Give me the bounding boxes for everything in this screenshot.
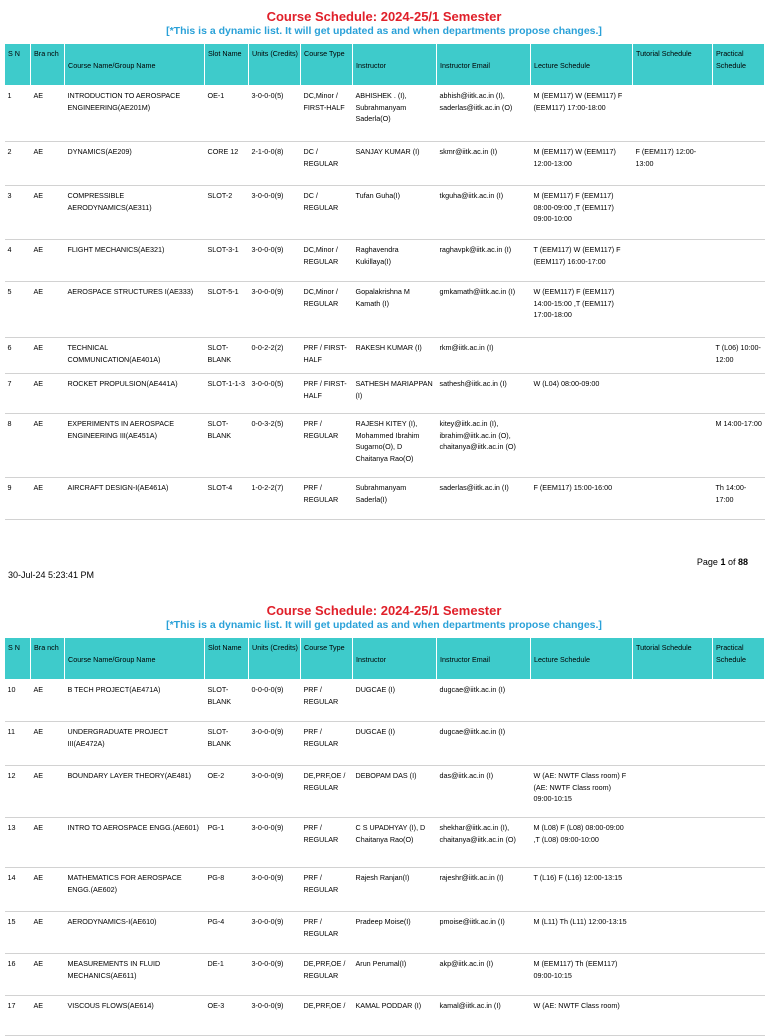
row-course-name: ROCKET PROPULSION(AE441A) [65, 374, 205, 414]
row-course-name: INTRO TO AEROSPACE ENGG.(AE601) [65, 818, 205, 868]
row-slot: SLOT-BLANK [205, 722, 249, 766]
row-instructor-email: abhish@iitk.ac.in (I), saderlas@iitk.ac.in (O) [437, 86, 531, 142]
table-row [5, 954, 765, 996]
row-slot: SLOT-BLANK [205, 414, 249, 478]
row-instructor-email: tkguha@iitk.ac.in (I) [437, 186, 531, 240]
row-tutorial-schedule [633, 86, 713, 142]
header-lecture: Lecture Schedule [531, 44, 633, 86]
row-instructor: Subrahmanyam Saderla(I) [353, 478, 437, 520]
row-tutorial-schedule [633, 282, 713, 338]
row-branch: AE [31, 478, 65, 520]
row-slot: SLOT-5-1 [205, 282, 249, 338]
row-units: 3-0-0-0(9) [249, 996, 301, 1036]
row-branch: AE [31, 680, 65, 722]
row-serial: 11 [5, 722, 31, 766]
row-instructor-email: gmkamath@iitk.ac.in (I) [437, 282, 531, 338]
row-instructor: C S UPADHYAY (I), D Chaitanya Rao(O) [353, 818, 437, 868]
row-tutorial-schedule [633, 374, 713, 414]
header-branch: Bra nch [31, 44, 65, 86]
row-serial: 15 [5, 912, 31, 954]
row-lecture-schedule: M (EEM117) W (EEM117) 12:00-13:00 [531, 142, 633, 186]
row-instructor: SATHESH MARIAPPAN (I) [353, 374, 437, 414]
row-practical-schedule [713, 818, 765, 868]
row-slot: OE-3 [205, 996, 249, 1036]
row-lecture-schedule: M (EEM117) F (EEM117) 08:00-09:00 ,T (EEM117) 09:00-10:00 [531, 186, 633, 240]
header-lecture: Lecture Schedule [531, 638, 633, 680]
row-instructor: SANJAY KUMAR (I) [353, 142, 437, 186]
header-email: Instructor Email [437, 44, 531, 86]
row-instructor: DUGCAE (I) [353, 722, 437, 766]
row-practical-schedule [713, 680, 765, 722]
row-instructor-email: skmr@iitk.ac.in (I) [437, 142, 531, 186]
page-title: Course Schedule: 2024-25/1 Semester [266, 9, 502, 24]
row-branch: AE [31, 282, 65, 338]
table-row [5, 818, 765, 868]
row-instructor-email: rajeshr@iitk.ac.in (I) [437, 868, 531, 912]
row-course-type: PRF / REGULAR [301, 414, 353, 478]
row-lecture-schedule: M (EEM117) Th (EEM117) 09:00-10:15 [531, 954, 633, 996]
row-instructor-email: pmoise@iitk.ac.in (I) [437, 912, 531, 954]
row-practical-schedule [713, 722, 765, 766]
row-instructor: Tufan Guha(I) [353, 186, 437, 240]
row-course-name: INTRODUCTION TO AEROSPACE ENGINEERING(AE201M) [65, 86, 205, 142]
row-serial: 16 [5, 954, 31, 996]
row-course-type: DC,Minor / REGULAR [301, 240, 353, 282]
row-units: 0-0-3-2(5) [249, 414, 301, 478]
row-tutorial-schedule [633, 414, 713, 478]
row-course-name: FLIGHT MECHANICS(AE321) [65, 240, 205, 282]
row-instructor-email: kitey@iitk.ac.in (I), ibrahim@iitk.ac.in (O), chaitanya@iitk.ac.in (O) [437, 414, 531, 478]
table-row [5, 722, 765, 766]
header-practical: Practical Schedule [713, 44, 765, 86]
row-branch: AE [31, 240, 65, 282]
row-instructor: ABHISHEK . (I), Subrahmanyam Saderla(O) [353, 86, 437, 142]
page-number: Page 1 of 88 [696, 557, 748, 567]
row-lecture-schedule: M (L11) Th (L11) 12:00-13:15 [531, 912, 633, 954]
row-tutorial-schedule [633, 954, 713, 996]
schedule-table [4, 43, 765, 520]
row-serial: 8 [5, 414, 31, 478]
row-units: 0-0-2-2(2) [249, 338, 301, 374]
row-course-name: AEROSPACE STRUCTURES I(AE333) [65, 282, 205, 338]
row-branch: AE [31, 374, 65, 414]
row-instructor-email: sathesh@iitk.ac.in (I) [437, 374, 531, 414]
row-units: 3-0-0-0(9) [249, 954, 301, 996]
row-slot: OE-2 [205, 766, 249, 818]
row-units: 3-0-0-0(5) [249, 86, 301, 142]
row-instructor-email: saderlas@iitk.ac.in (I) [437, 478, 531, 520]
row-units: 3-0-0-0(9) [249, 868, 301, 912]
table-row [5, 996, 765, 1036]
row-lecture-schedule: T (L16) F (L16) 12:00-13:15 [531, 868, 633, 912]
row-tutorial-schedule [633, 338, 713, 374]
row-units: 3-0-0-0(5) [249, 374, 301, 414]
row-practical-schedule: Th 14:00-17:00 [713, 478, 765, 520]
row-serial: 10 [5, 680, 31, 722]
row-lecture-schedule: W (AE: NWTF Class room) F (AE: NWTF Class room) 09:00-10:15 [531, 766, 633, 818]
row-course-type: PRF / REGULAR [301, 912, 353, 954]
row-serial: 1 [5, 86, 31, 142]
row-slot: SLOT-3-1 [205, 240, 249, 282]
row-slot: PG-1 [205, 818, 249, 868]
row-slot: PG-4 [205, 912, 249, 954]
row-lecture-schedule: W (L04) 08:00-09:00 [531, 374, 633, 414]
header-instructor: Instructor [353, 638, 437, 680]
row-tutorial-schedule [633, 186, 713, 240]
table-row [5, 142, 765, 186]
page-title: Course Schedule: 2024-25/1 Semester [266, 603, 502, 618]
row-course-type: DE,PRF,OE / [301, 996, 353, 1036]
row-units: 3-0-0-0(9) [249, 912, 301, 954]
row-serial: 5 [5, 282, 31, 338]
row-serial: 14 [5, 868, 31, 912]
row-serial: 12 [5, 766, 31, 818]
row-slot: SLOT-BLANK [205, 338, 249, 374]
header-practical: Practical Schedule [713, 638, 765, 680]
row-instructor: KAMAL PODDAR (I) [353, 996, 437, 1036]
row-units: 0-0-0-0(9) [249, 680, 301, 722]
row-tutorial-schedule [633, 912, 713, 954]
row-instructor-email: dugcae@iitk.ac.in (I) [437, 680, 531, 722]
row-branch: AE [31, 954, 65, 996]
table-row [5, 240, 765, 282]
row-lecture-schedule: W (AE: NWTF Class room) [531, 996, 633, 1036]
row-branch: AE [31, 996, 65, 1036]
row-lecture-schedule [531, 722, 633, 766]
row-branch: AE [31, 414, 65, 478]
row-practical-schedule [713, 912, 765, 954]
header-course: Course Name/Group Name [65, 638, 205, 680]
row-practical-schedule [713, 996, 765, 1036]
row-lecture-schedule [531, 414, 633, 478]
row-tutorial-schedule [633, 722, 713, 766]
row-branch: AE [31, 722, 65, 766]
table-row [5, 374, 765, 414]
table-row [5, 414, 765, 478]
row-lecture-schedule: F (EEM117) 15:00-16:00 [531, 478, 633, 520]
row-instructor: DUGCAE (I) [353, 680, 437, 722]
row-instructor: RAKESH KUMAR (I) [353, 338, 437, 374]
row-course-type: DE,PRF,OE / REGULAR [301, 766, 353, 818]
row-practical-schedule: M 14:00-17:00 [713, 414, 765, 478]
print-timestamp: 30-Jul-24 5:23:41 PM [8, 570, 95, 580]
row-tutorial-schedule [633, 240, 713, 282]
row-practical-schedule [713, 282, 765, 338]
row-serial: 7 [5, 374, 31, 414]
header-sn: S N [5, 44, 31, 86]
row-tutorial-schedule [633, 996, 713, 1036]
row-instructor-email: kamal@iitk.ac.in (I) [437, 996, 531, 1036]
row-course-type: PRF / FIRST-HALF [301, 374, 353, 414]
row-course-type: DC,Minor / REGULAR [301, 282, 353, 338]
header-course: Course Name/Group Name [65, 44, 205, 86]
row-instructor: DEBOPAM DAS (I) [353, 766, 437, 818]
row-slot: DE-1 [205, 954, 249, 996]
row-serial: 13 [5, 818, 31, 868]
row-instructor-email: shekhar@iitk.ac.in (I), chaitanya@iitk.ac.in (O) [437, 818, 531, 868]
table-row [5, 86, 765, 142]
row-instructor: Raghavendra Kukillaya(I) [353, 240, 437, 282]
row-instructor-email: rkm@iitk.ac.in (I) [437, 338, 531, 374]
row-instructor: Pradeep Moise(I) [353, 912, 437, 954]
row-instructor: Arun Perumal(I) [353, 954, 437, 996]
row-course-name: BOUNDARY LAYER THEORY(AE481) [65, 766, 205, 818]
row-tutorial-schedule [633, 766, 713, 818]
row-serial: 6 [5, 338, 31, 374]
row-course-type: PRF / REGULAR [301, 722, 353, 766]
row-slot: SLOT-2 [205, 186, 249, 240]
row-instructor: RAJESH KITEY (I), Mohammed Ibrahim Sugarno(O), D Chaitanya Rao(O) [353, 414, 437, 478]
row-course-type: PRF / FIRST-HALF [301, 338, 353, 374]
header-type: Course Type [301, 638, 353, 680]
row-branch: AE [31, 818, 65, 868]
row-tutorial-schedule [633, 478, 713, 520]
row-serial: 17 [5, 996, 31, 1036]
row-course-name: MATHEMATICS FOR AEROSPACE ENGG.(AE602) [65, 868, 205, 912]
header-type: Course Type [301, 44, 353, 86]
row-branch: AE [31, 912, 65, 954]
row-course-type: PRF / REGULAR [301, 478, 353, 520]
row-slot: SLOT-BLANK [205, 680, 249, 722]
row-slot: CORE 12 [205, 142, 249, 186]
table-row [5, 912, 765, 954]
row-units: 3-0-0-0(9) [249, 818, 301, 868]
row-branch: AE [31, 766, 65, 818]
row-units: 3-0-0-0(9) [249, 282, 301, 338]
row-course-type: PRF / REGULAR [301, 868, 353, 912]
header-branch: Bra nch [31, 638, 65, 680]
page-subtitle: [*This is a dynamic list. It will get updated as and when departments propose changes.] [166, 619, 602, 631]
table-row [5, 680, 765, 722]
row-units: 3-0-0-0(9) [249, 186, 301, 240]
row-slot: PG-8 [205, 868, 249, 912]
row-slot: SLOT-1-1-3 [205, 374, 249, 414]
row-slot: OE-1 [205, 86, 249, 142]
row-lecture-schedule: W (EEM117) F (EEM117) 14:00-15:00 ,T (EEM117) 17:00-18:00 [531, 282, 633, 338]
row-course-name: AERODYNAMICS-I(AE610) [65, 912, 205, 954]
row-lecture-schedule [531, 680, 633, 722]
row-instructor-email: dugcae@iitk.ac.in (I) [437, 722, 531, 766]
row-instructor-email: akp@iitk.ac.in (I) [437, 954, 531, 996]
header-sn: S N [5, 638, 31, 680]
row-lecture-schedule: T (EEM117) W (EEM117) F (EEM117) 16:00-17:00 [531, 240, 633, 282]
row-practical-schedule [713, 186, 765, 240]
row-practical-schedule [713, 240, 765, 282]
row-branch: AE [31, 186, 65, 240]
row-practical-schedule [713, 868, 765, 912]
row-course-type: DE,PRF,OE / REGULAR [301, 954, 353, 996]
row-units: 3-0-0-0(9) [249, 766, 301, 818]
row-units: 3-0-0-0(9) [249, 240, 301, 282]
row-course-name: B TECH PROJECT(AE471A) [65, 680, 205, 722]
row-course-name: DYNAMICS(AE209) [65, 142, 205, 186]
row-tutorial-schedule: F (EEM117) 12:00-13:00 [633, 142, 713, 186]
row-instructor: Gopalakrishna M Kamath (I) [353, 282, 437, 338]
row-serial: 3 [5, 186, 31, 240]
row-tutorial-schedule [633, 868, 713, 912]
table-row [5, 478, 765, 520]
row-branch: AE [31, 338, 65, 374]
row-lecture-schedule: M (EEM117) W (EEM117) F (EEM117) 17:00-18:00 [531, 86, 633, 142]
row-instructor: Rajesh Ranjan(I) [353, 868, 437, 912]
row-course-name: TECHNICAL COMMUNICATION(AE401A) [65, 338, 205, 374]
row-practical-schedule [713, 142, 765, 186]
row-slot: SLOT-4 [205, 478, 249, 520]
row-tutorial-schedule [633, 818, 713, 868]
row-lecture-schedule [531, 338, 633, 374]
row-serial: 9 [5, 478, 31, 520]
row-practical-schedule [713, 374, 765, 414]
row-units: 1-0-2-2(7) [249, 478, 301, 520]
row-course-name: VISCOUS FLOWS(AE614) [65, 996, 205, 1036]
table-row [5, 868, 765, 912]
row-tutorial-schedule [633, 680, 713, 722]
header-units: Units (Credits) [249, 638, 301, 680]
row-branch: AE [31, 86, 65, 142]
row-branch: AE [31, 142, 65, 186]
row-course-type: DC / REGULAR [301, 186, 353, 240]
row-units: 3-0-0-0(9) [249, 722, 301, 766]
header-email: Instructor Email [437, 638, 531, 680]
row-serial: 4 [5, 240, 31, 282]
page-subtitle: [*This is a dynamic list. It will get updated as and when departments propose changes.] [166, 25, 602, 37]
row-lecture-schedule: M (L08) F (L08) 08:00-09:00 ,T (L08) 09:00-10:00 [531, 818, 633, 868]
row-units: 2-1-0-0(8) [249, 142, 301, 186]
header-slot: Slot Name [205, 44, 249, 86]
table-row [5, 338, 765, 374]
row-course-name: AIRCRAFT DESIGN-I(AE461A) [65, 478, 205, 520]
table-header-row [5, 44, 765, 86]
table-row [5, 282, 765, 338]
table-row [5, 186, 765, 240]
header-instructor: Instructor [353, 44, 437, 86]
row-course-name: EXPERIMENTS IN AEROSPACE ENGINEERING III(AE451A) [65, 414, 205, 478]
row-course-type: DC,Minor / FIRST-HALF [301, 86, 353, 142]
table-row [5, 766, 765, 818]
row-course-name: UNDERGRADUATE PROJECT III(AE472A) [65, 722, 205, 766]
schedule-table [4, 637, 765, 1036]
row-course-type: PRF / REGULAR [301, 680, 353, 722]
row-practical-schedule: T (L06) 10:00-12:00 [713, 338, 765, 374]
header-units: Units (Credits) [249, 44, 301, 86]
row-practical-schedule [713, 766, 765, 818]
row-course-type: PRF / REGULAR [301, 818, 353, 868]
row-branch: AE [31, 868, 65, 912]
row-practical-schedule [713, 86, 765, 142]
table-header-row [5, 638, 765, 680]
row-instructor-email: das@iitk.ac.in (I) [437, 766, 531, 818]
row-serial: 2 [5, 142, 31, 186]
header-tutorial: Tutorial Schedule [633, 638, 713, 680]
row-instructor-email: raghavpk@iitk.ac.in (I) [437, 240, 531, 282]
header-tutorial: Tutorial Schedule [633, 44, 713, 86]
row-course-type: DC / REGULAR [301, 142, 353, 186]
row-course-name: COMPRESSIBLE AERODYNAMICS(AE311) [65, 186, 205, 240]
row-practical-schedule [713, 954, 765, 996]
header-slot: Slot Name [205, 638, 249, 680]
row-course-name: MEASUREMENTS IN FLUID MECHANICS(AE611) [65, 954, 205, 996]
